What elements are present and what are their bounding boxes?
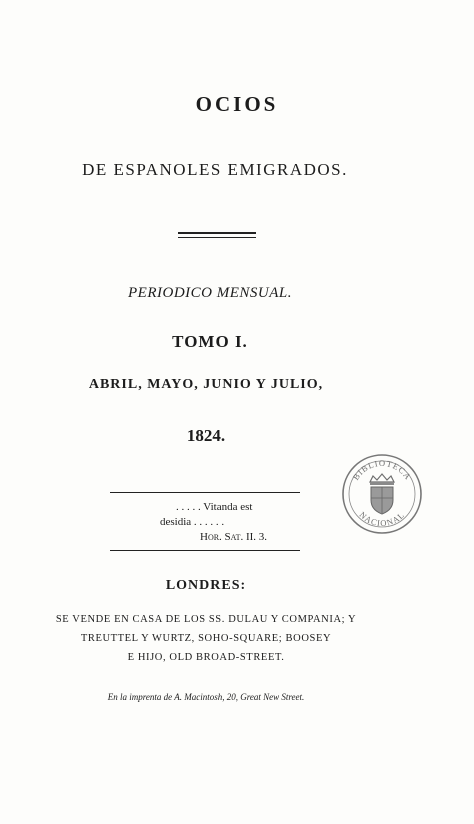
title-subtitle: DE ESPANOLES EMIGRADOS.: [82, 160, 348, 179]
volume-label: TOMO I.: [172, 332, 248, 351]
imprint-city: LONDRES:: [165, 578, 247, 593]
epigraph-line-1: . . . . . Vitanda est: [176, 501, 253, 513]
imprint-line-1: SE VENDE EN CASA DE LOS SS. DULAU Y COMPANIA; Y: [55, 614, 357, 625]
stamp-text-top: BIBLIOTECA: [350, 457, 414, 482]
periodical-label: PERIODICO MENSUAL.: [128, 285, 292, 301]
title-main: OCIOS: [195, 92, 279, 116]
ornament-rule-bottom: [178, 237, 256, 238]
stamp-seal-icon: [340, 452, 424, 536]
imprint-line-2: TREUTTEL Y WURTZ, SOHO-SQUARE; BOOSEY: [80, 633, 332, 644]
library-stamp: [340, 452, 424, 536]
epigraph-line-2: desidia . . . . . .: [160, 516, 225, 528]
stamp-text-bottom: NACIONAL: [357, 509, 407, 529]
printer-line: En la imprenta de A. Macintosh, 20, Great New Street.: [107, 692, 305, 702]
epigraph-rule-bottom: [110, 550, 300, 551]
months-line: ABRIL, MAYO, JUNIO Y JULIO,: [88, 377, 324, 392]
crown-icon: [370, 474, 394, 482]
ornament-rule-top: [178, 232, 256, 234]
publication-year: 1824.: [186, 426, 226, 445]
imprint-line-3: E HIJO, OLD BROAD-STREET.: [127, 652, 285, 663]
epigraph-rule-top: [110, 492, 300, 493]
epigraph-source: Hor. Sat. II. 3.: [200, 531, 268, 543]
